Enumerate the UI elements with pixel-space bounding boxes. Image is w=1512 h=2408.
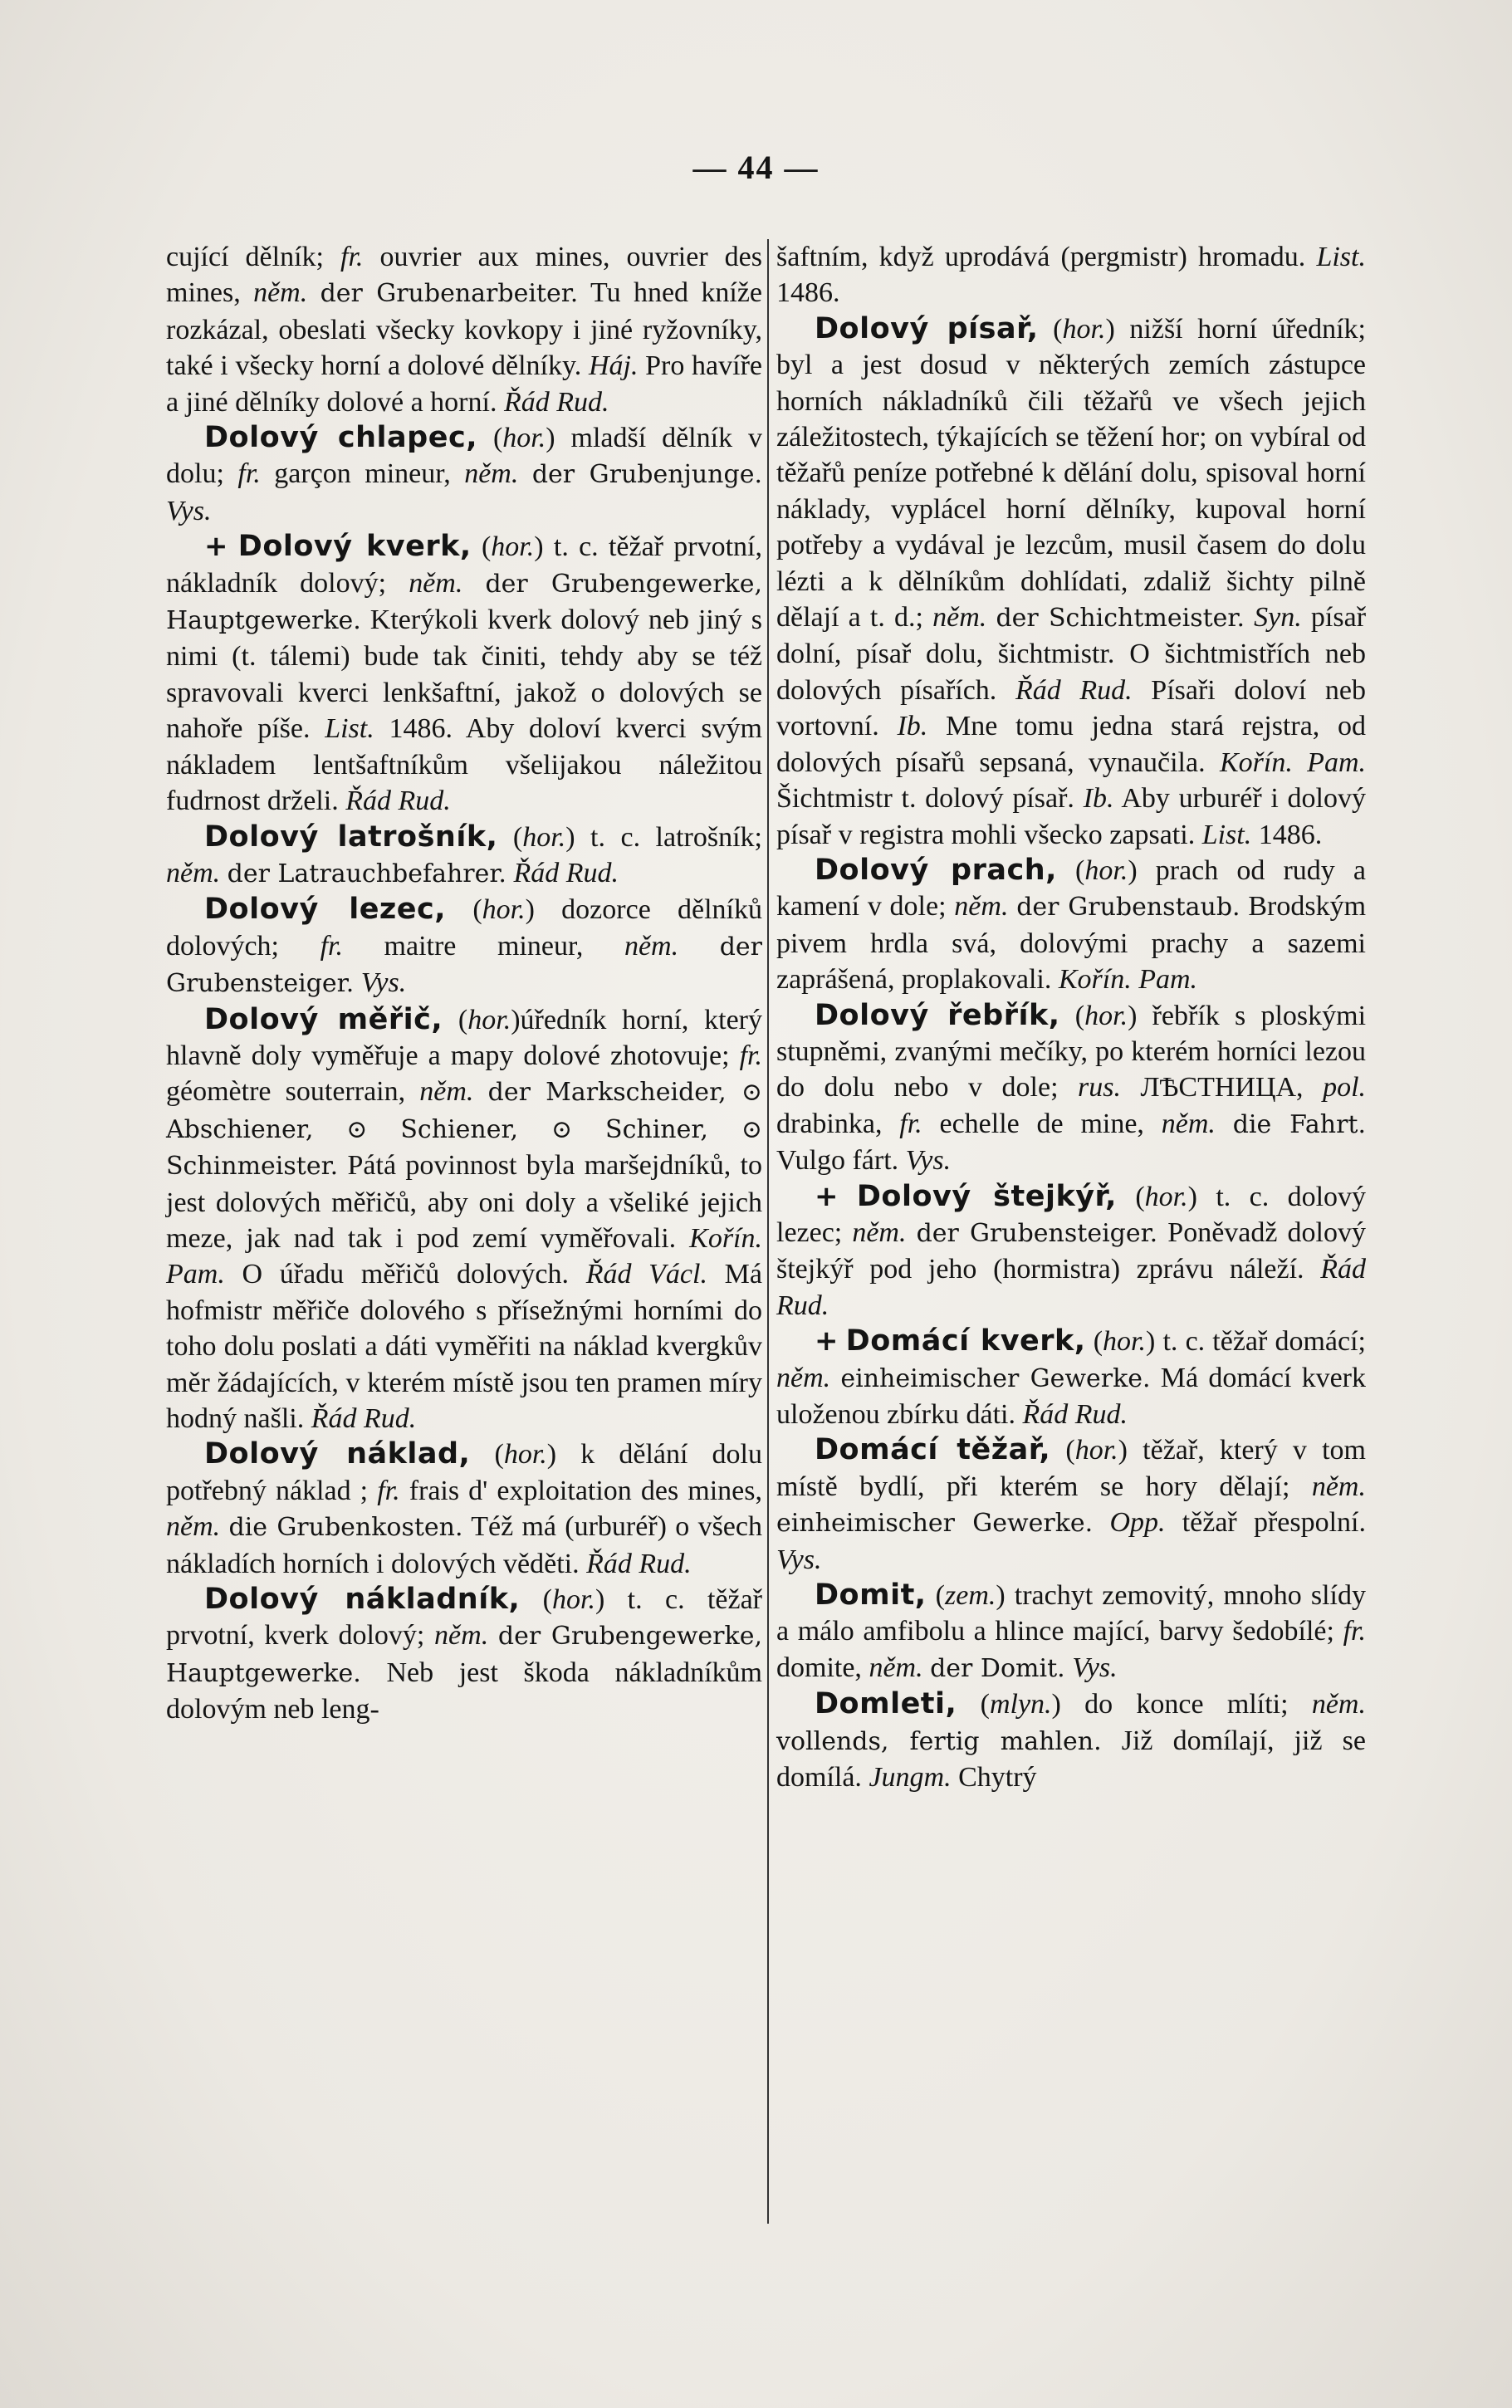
dictionary-entry: Dolový řebřík, (hor.) řebřík s ploskými stupněmi, zvanými mečíky, po kterém horníci lezou do dolu nebo v dole; rus. ЛѢСТНИЦА, pol. drabinka, fr. echelle de mine, něm. die Fahrt. Vulgo fárt. Vys. <box>776 998 1367 1177</box>
dictionary-entry: Dolový prach, (hor.) prach od rudy a kamení v dole; něm. der Grubenstaub. Brodským pivem hrdla svá, dolovými prachy a sazemi zaprášená, proplakovali. Kořín. Pam. <box>776 853 1367 996</box>
dictionary-entry: Dolový měřič, (hor.)úředník horní, který hlavně doly vyměřuje a mapy dolové zhotovuje; fr. géomètre souterrain, něm. der Markscheider, ⊙ Abschiener, ⊙ Schiener, ⊙ Schiner, ⊙ Schinmeister. Pátá povinnost byla maršejdníků, to jest dolových měřičů, aby oni doly a všeliké jejich meze, jak nad tak i pod zemí vyměřovali. Kořín. Pam. O úřadu měřičů dolových. Řád Václ. Má hofmistr měřiče dolového s přísežnými horními do toho dolu poslati a dáti vyměřiti na náklad kvergkův měr žádajících, v kterém místě jsou ten pramen míry hodný našli. Řád Rud. <box>166 1002 763 1434</box>
dictionary-entry: Domácí těžař, (hor.) těžař, který v tom místě bydlí, při kterém se hory dělají; něm. einheimischer Gewerke. Opp. těžař přespolní. Vys. <box>776 1433 1367 1575</box>
dictionary-entry: Dolový latrošník, (hor.) t. c. latrošník; něm. der Latrauchbefahrer. Řád Rud. <box>166 820 762 888</box>
dictionary-entry: Domleti, (mlyn.) do konce mlíti; něm. vollends, fertig mahlen. Již domílají, již se domílá. Jungm. Chytrý <box>776 1687 1366 1794</box>
dictionary-entry: + Dolový štejkýř, (hor.) t. c. dolový lezec; něm. der Grubensteiger. Poněvadž dolový štejkýř pod jeho (hormistra) zprávu náleží. Řád Rud. <box>776 1179 1367 1321</box>
left-column <box>166 239 762 1728</box>
dictionary-entry: Dolový nákladník, (hor.) t. c. těžař prvotní, kverk dolový; něm. der Grubengewerke, Hauptgewerke. Neb jest škoda nákladníkům dolovým neb leng- <box>166 1583 762 1725</box>
dictionary-entry: Dolový lezec, (hor.) dozorce dělníků dolových; fr. maitre mineur, něm. der Grubensteiger. Vys. <box>166 893 763 999</box>
dictionary-entry: Dolový chlapec, (hor.) mladší dělník v dolu; fr. garçon mineur, něm. der Grubenjunge. Vys. <box>166 421 763 526</box>
dictionary-entry: + Dolový kverk, (hor.) t. c. těžař prvotní, nákladník dolový; něm. der Grubengewerke, Hauptgewerke. Kterýkoli kverk dolový neb jiný s nimi (t. tálemi) bude tak činiti, tehdy aby se též spravovali kverci lenkšaftní, jakož o dolových se nahoře píše. List. 1486. Aby doloví kverci svým nákladem lentšaftníkům všelijakou náležitou fudrnost drželi. Řád Rud. <box>166 530 762 817</box>
dictionary-entry: + Domácí kverk, (hor.) t. c. těžař domácí; něm. einheimischer Gewerke. Má domácí kverk uloženou zbírku dáti. Řád Rud. <box>776 1324 1367 1430</box>
right-column <box>776 239 1366 1795</box>
dictionary-entry: Domit, (zem.) trachyt zemovitý, mnoho slídy a málo amfibolu a hlince mající, barvy šedobílé; fr. domite, něm. der Domit. Vys. <box>776 1578 1367 1683</box>
dictionary-entry: Dolový náklad, (hor.) k dělání dolu potřebný náklad ; fr. frais d' exploitation des mines, něm. die Grubenkosten. Též má (urburéř) o všech nákladích horních i dolových věděti. Řád Rud. <box>166 1437 762 1579</box>
dictionary-entry: šaftním, když uprodává (pergmistr) hromadu. List. 1486. <box>776 242 1366 309</box>
dictionary-entry: Dolový písař, (hor.) nižší horní úředník; byl a jest dosud v některých zemích zástupce horních nákladníků čili těžařů ve všech jejich záležitostech, týkajících se těžení hor; on vybíral od těžařů peníze potřebné k dělání dolu, spisoval horní náklady, vyplácel horní dělníky, kupoval horní potřeby a vydával je lezcům, musil časem do dolu lézti a k dělníkům dohlídati, zdaliž šichty pilně dělají a t. d.; něm. der Schichtmeister. Syn. písař dolní, písař dolu, šichtmistr. O šichtmistřích neb dolových písařích. Řád Rud. Písaři doloví neb vortovní. Ib. Mne tomu jedna stará rejstra, od dolových písařů sepsaná, vynaučila. Kořín. Pam. Šichtmistr t. dolový písař. Ib. Aby urburéř i dolový písař v registra mohli všecko zapsati. List. 1486. <box>776 311 1367 850</box>
page-number: — 44 — <box>692 149 820 186</box>
column-divider <box>767 239 769 2224</box>
dictionary-entry: cující dělník; fr. ouvrier aux mines, ouvrier des mines, něm. der Grubenarbeiter. Tu hned kníže rozkázal, obeslati všecky kovkopy i jiné ryžovníky, také i všecky horní a dolové dělníky. Háj. Pro havíře a jiné dělníky dolové a horní. Řád Rud. <box>166 242 763 418</box>
